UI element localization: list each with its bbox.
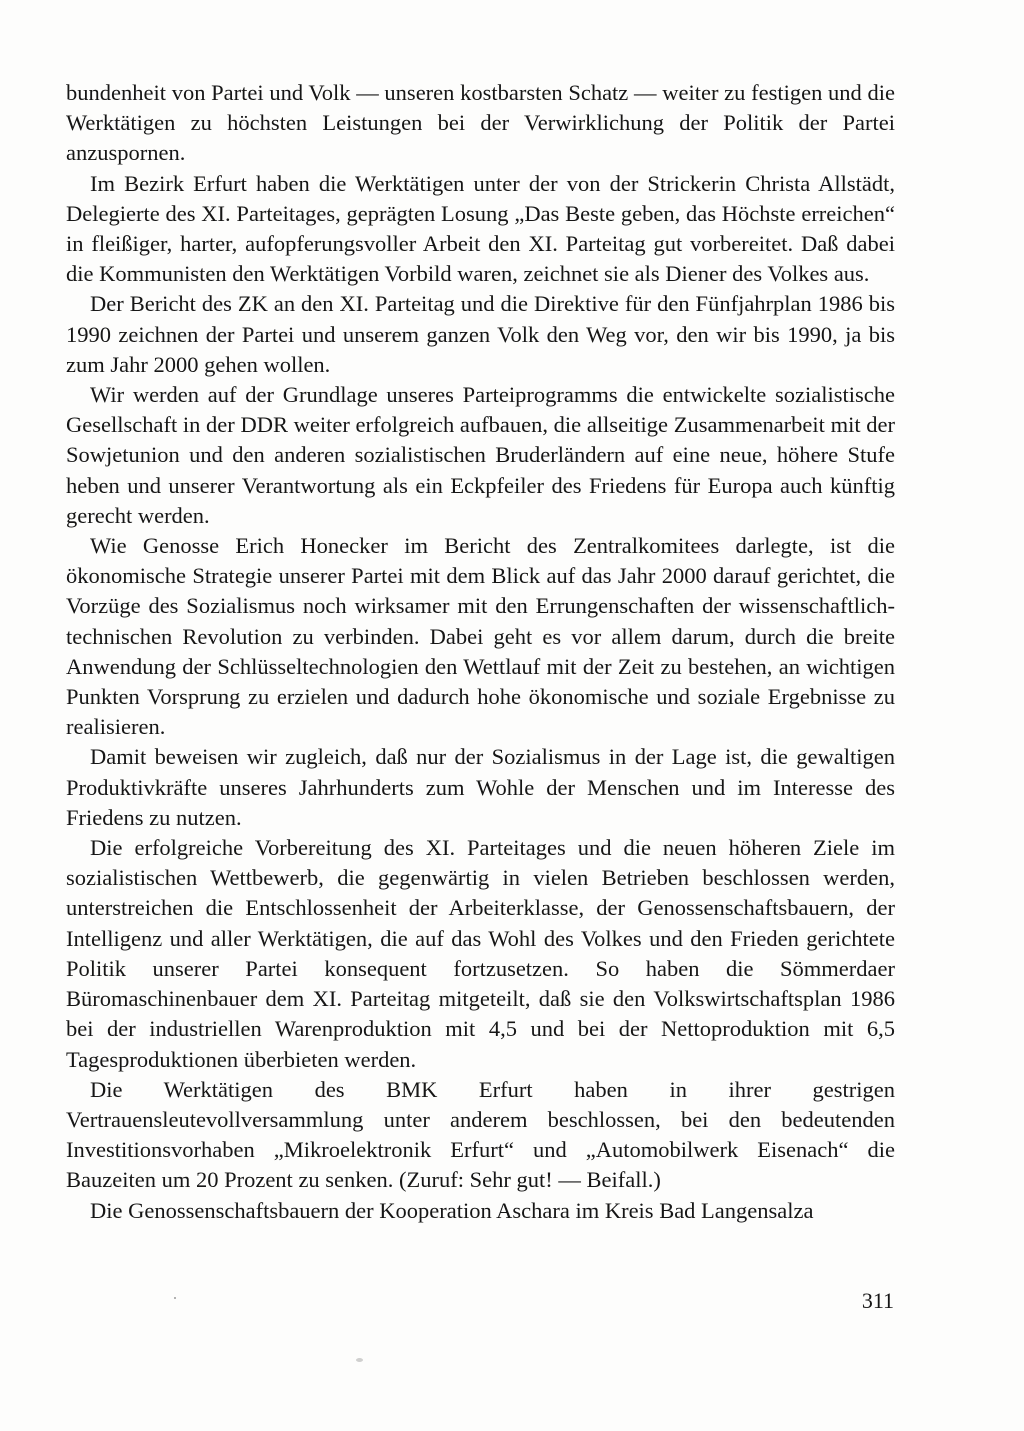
- scan-speck: [356, 1358, 363, 1362]
- scan-speck: [174, 1297, 176, 1299]
- body-text: [66, 78, 895, 1226]
- paragraph-9: Die Genossenschaftsbauern der Kooperation Aschara im Kreis Bad Langensalza: [90, 1197, 814, 1223]
- paragraph-4: Wir werden auf der Grundlage unseres Parteiprogramms die entwickelte sozialistische Gesellschaft in der DDR weiter erfolgreich aufbauen, die allseitige Zusammenarbeit mit der Sowjetunion und den anderen sozialistischen Bruderländern auf eine neue, höhere Stufe heben und unserer Verantwortung als ein Eckpfeiler des Friedens für Europa auch künftig gerecht werden.: [66, 382, 895, 528]
- paragraph-1: bundenheit von Partei und Volk — unseren kostbarsten Schatz — weiter zu festigen und die Werktätigen zu höchsten Leistungen bei der Verwirklichung der Politik der Partei anzuspornen.: [66, 80, 895, 166]
- page-number: 311: [861, 1288, 894, 1313]
- paragraph-2: Im Bezirk Erfurt haben die Werktätigen unter der von der Strickerin Christa Allstädt, Delegierte des XI. Parteitages, geprägten Losung „Das Beste geben, das Höchste erreichen“ in fleißiger, harter, aufopferungsvoller Arbeit den XI. Parteitag gut vorbereitet. Daß dabei die Kommunisten den Werktätigen Vorbild waren, zeichnet sie als Diener des Volkes aus.: [66, 170, 895, 287]
- paragraph-7: Die erfolgreiche Vorbereitung des XI. Parteitages und die neuen höheren Ziele im sozialistischen Wettbewerb, die gegenwärtig in vielen Betrieben beschlossen werden, unterstreichen die Entschlossenheit der Arbeiterklasse, der Genossenschaftsbauern, der Intelligenz und aller Werktätigen, die auf das Wohl des Volkes und den Frieden gerichtete Politik unserer Partei konsequent fortzusetzen. So haben die Sömmerdaer Büromaschinenbauer dem XI. Parteitag mitgeteilt, daß sie den Volkswirtschaftsplan 1986 bei der industriellen Warenproduktion mit 4,5 und bei der Nettoproduktion mit 6,5 Tagesproduktionen überbieten werden.: [66, 835, 895, 1072]
- paragraph-5: Wie Genosse Erich Honecker im Bericht des Zentralkomitees darlegte, ist die ökonomische Strategie unserer Partei mit dem Blick auf das Jahr 2000 darauf gerichtet, die Vorzüge des Sozialismus noch wirksamer mit den Errungenschaften der wissenschaftlich-technischen Revolution zu verbinden. Dabei geht es vor allem darum, durch die breite Anwendung der Schlüsseltechnologien den Wettlauf mit der Zeit zu bestehen, an wichtigen Punkten Vorsprung zu erzielen und dadurch hohe ökonomische und soziale Ergebnisse zu realisieren.: [66, 533, 895, 740]
- paragraph-6: Damit beweisen wir zugleich, daß nur der Sozialismus in der Lage ist, die gewaltigen Produktivkräfte unseres Jahrhunderts zum Wohle der Menschen und im Interesse des Friedens zu nutzen.: [66, 744, 895, 830]
- paragraph-8: Die Werktätigen des BMK Erfurt haben in ihrer gestrigen Vertrauensleutevollversammlung unter anderem beschlossen, bei den bedeutenden Investitionsvorhaben „Mikroelektronik Erfurt“ und „Automobilwerk Eisenach“ die Bauzeiten um 20 Prozent zu senken. (Zuruf: Sehr gut! — Beifall.): [66, 1076, 895, 1193]
- paragraph-3: Der Bericht des ZK an den XI. Parteitag und die Direktive für den Fünfjahrplan 1986 bis 1990 zeichnen der Partei und unserem ganzen Volk den Weg vor, den wir bis 1990, ja bis zum Jahr 2000 gehen wollen.: [66, 291, 895, 377]
